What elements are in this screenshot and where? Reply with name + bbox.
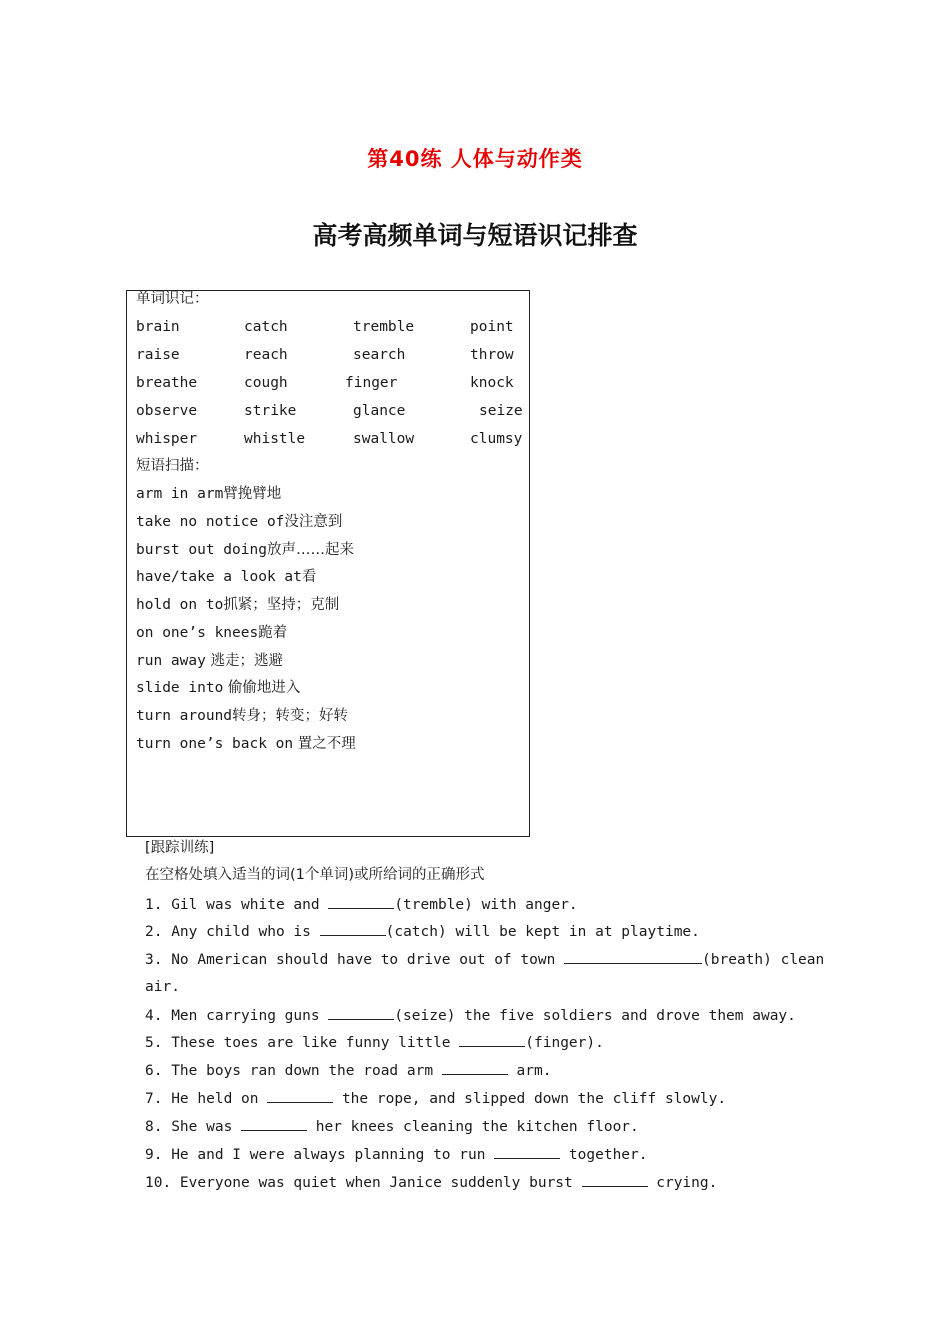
exercise-item <box>145 1088 726 1109</box>
item-text: (catch) will be kept in at playtime. <box>385 924 700 940</box>
phrase-cn: 逃走；逃避 <box>205 653 283 669</box>
item-text: 5. These toes are like funny little <box>145 1035 460 1051</box>
exercise-item <box>145 949 824 970</box>
word: breathe <box>136 375 198 391</box>
phrase-item <box>136 678 300 698</box>
exercise-item <box>145 1172 717 1193</box>
phrase-cn: 置之不理 <box>293 736 356 752</box>
item-text: (breath) clean <box>702 952 825 968</box>
phrase-cn: 看 <box>301 569 317 585</box>
word: throw <box>470 347 514 363</box>
phrase-en: hold on to <box>136 597 224 613</box>
item-text: 3. No American should have to drive out of town <box>145 952 565 968</box>
item-text: 7. He held on <box>145 1091 268 1107</box>
phrase-item <box>136 540 354 560</box>
item-text: (seize) the five soldiers and drove them away. <box>394 1008 796 1024</box>
phrases-label: 短语扫描： <box>136 458 209 474</box>
answer-blank[interactable] <box>459 1032 525 1047</box>
phrase-item <box>136 484 281 504</box>
item-text: 4. Men carrying guns <box>145 1008 329 1024</box>
exercise-item <box>145 1116 639 1137</box>
phrase-en: arm in arm <box>136 486 224 502</box>
item-text: 6. The boys ran down the road arm <box>145 1063 442 1079</box>
word: clumsy <box>470 431 523 447</box>
lesson-title: 第40练 人体与动作类 <box>367 147 583 171</box>
word: finger <box>345 375 398 391</box>
phrase-item <box>136 567 316 587</box>
phrase-en: turn around <box>136 708 233 724</box>
answer-blank[interactable] <box>241 1116 307 1131</box>
exercise-label: [跟踪训练] <box>145 840 215 856</box>
phrase-cn: 臂挽臂地 <box>223 486 282 502</box>
item-text: together. <box>560 1147 648 1163</box>
word: point <box>470 319 514 335</box>
word: raise <box>136 347 180 363</box>
exercise-item <box>145 1032 604 1053</box>
word: tremble <box>353 319 415 335</box>
word: whisper <box>136 431 198 447</box>
exercise-instruction: 在空格处填入适当的词(1个单词)或所给词的正确形式 <box>145 867 485 883</box>
phrase-en: slide into <box>136 680 224 696</box>
item-text: crying. <box>647 1175 718 1191</box>
phrase-en: have/take a look at <box>136 569 302 585</box>
word: whistle <box>244 431 306 447</box>
item-text: 9. He and I were always planning to run <box>145 1147 495 1163</box>
phrase-cn: 抓紧；坚持；克制 <box>223 597 340 613</box>
phrase-item <box>136 706 348 726</box>
exercise-item <box>145 1144 648 1165</box>
exercise-item <box>145 977 180 997</box>
word: seize <box>479 403 523 419</box>
word: glance <box>353 403 406 419</box>
answer-blank[interactable] <box>582 1172 648 1187</box>
word: search <box>353 347 406 363</box>
exercise-item <box>145 1005 796 1026</box>
exercise-item <box>145 921 700 942</box>
item-text: (tremble) with anger. <box>394 897 578 913</box>
phrase-item <box>136 595 339 615</box>
phrase-cn: 偷偷地进入 <box>223 680 301 696</box>
item-text: 2. Any child who is <box>145 924 320 940</box>
word: cough <box>244 375 288 391</box>
item-text: the rope, and slipped down the cliff slowly. <box>333 1091 727 1107</box>
item-text: her knees cleaning the kitchen floor. <box>307 1119 639 1135</box>
exercise-item <box>145 1060 551 1081</box>
answer-blank[interactable] <box>267 1088 333 1103</box>
word: strike <box>244 403 297 419</box>
word: knock <box>470 375 514 391</box>
section-title: 高考高频单词与短语识记排查 <box>312 221 638 250</box>
phrase-cn: 转身；转变；好转 <box>232 708 349 724</box>
word: reach <box>244 347 288 363</box>
phrase-en: take no notice of <box>136 514 285 530</box>
phrase-item <box>136 512 342 532</box>
exercise-item <box>145 894 578 915</box>
item-text: 10. Everyone was quiet when Janice suddenly burst <box>145 1175 582 1191</box>
phrase-item <box>136 623 287 643</box>
phrase-item <box>136 651 283 671</box>
phrase-en: on one’s knees <box>136 625 259 641</box>
answer-blank[interactable] <box>328 1005 394 1020</box>
answer-blank[interactable] <box>320 921 386 936</box>
word: catch <box>244 319 288 335</box>
word: brain <box>136 319 180 335</box>
word: observe <box>136 403 198 419</box>
words-label: 单词识记： <box>136 291 209 307</box>
answer-blank[interactable] <box>328 894 394 909</box>
word: swallow <box>353 431 415 447</box>
answer-blank[interactable] <box>564 949 702 964</box>
phrase-en: turn one’s back on <box>136 736 294 752</box>
item-text: 8. She was <box>145 1119 242 1135</box>
answer-blank[interactable] <box>442 1060 508 1075</box>
phrase-item <box>136 734 356 754</box>
phrase-en: burst out doing <box>136 542 267 558</box>
phrase-en: run away <box>136 653 206 669</box>
phrase-cn: 放声……起来 <box>266 542 354 558</box>
phrase-cn: 跪着 <box>258 625 288 641</box>
item-text: air. <box>145 979 180 995</box>
answer-blank[interactable] <box>494 1144 560 1159</box>
item-text: arm. <box>507 1063 552 1079</box>
item-text: 1. Gil was white and <box>145 897 329 913</box>
item-text: (finger). <box>525 1035 604 1051</box>
phrase-cn: 没注意到 <box>284 514 343 530</box>
